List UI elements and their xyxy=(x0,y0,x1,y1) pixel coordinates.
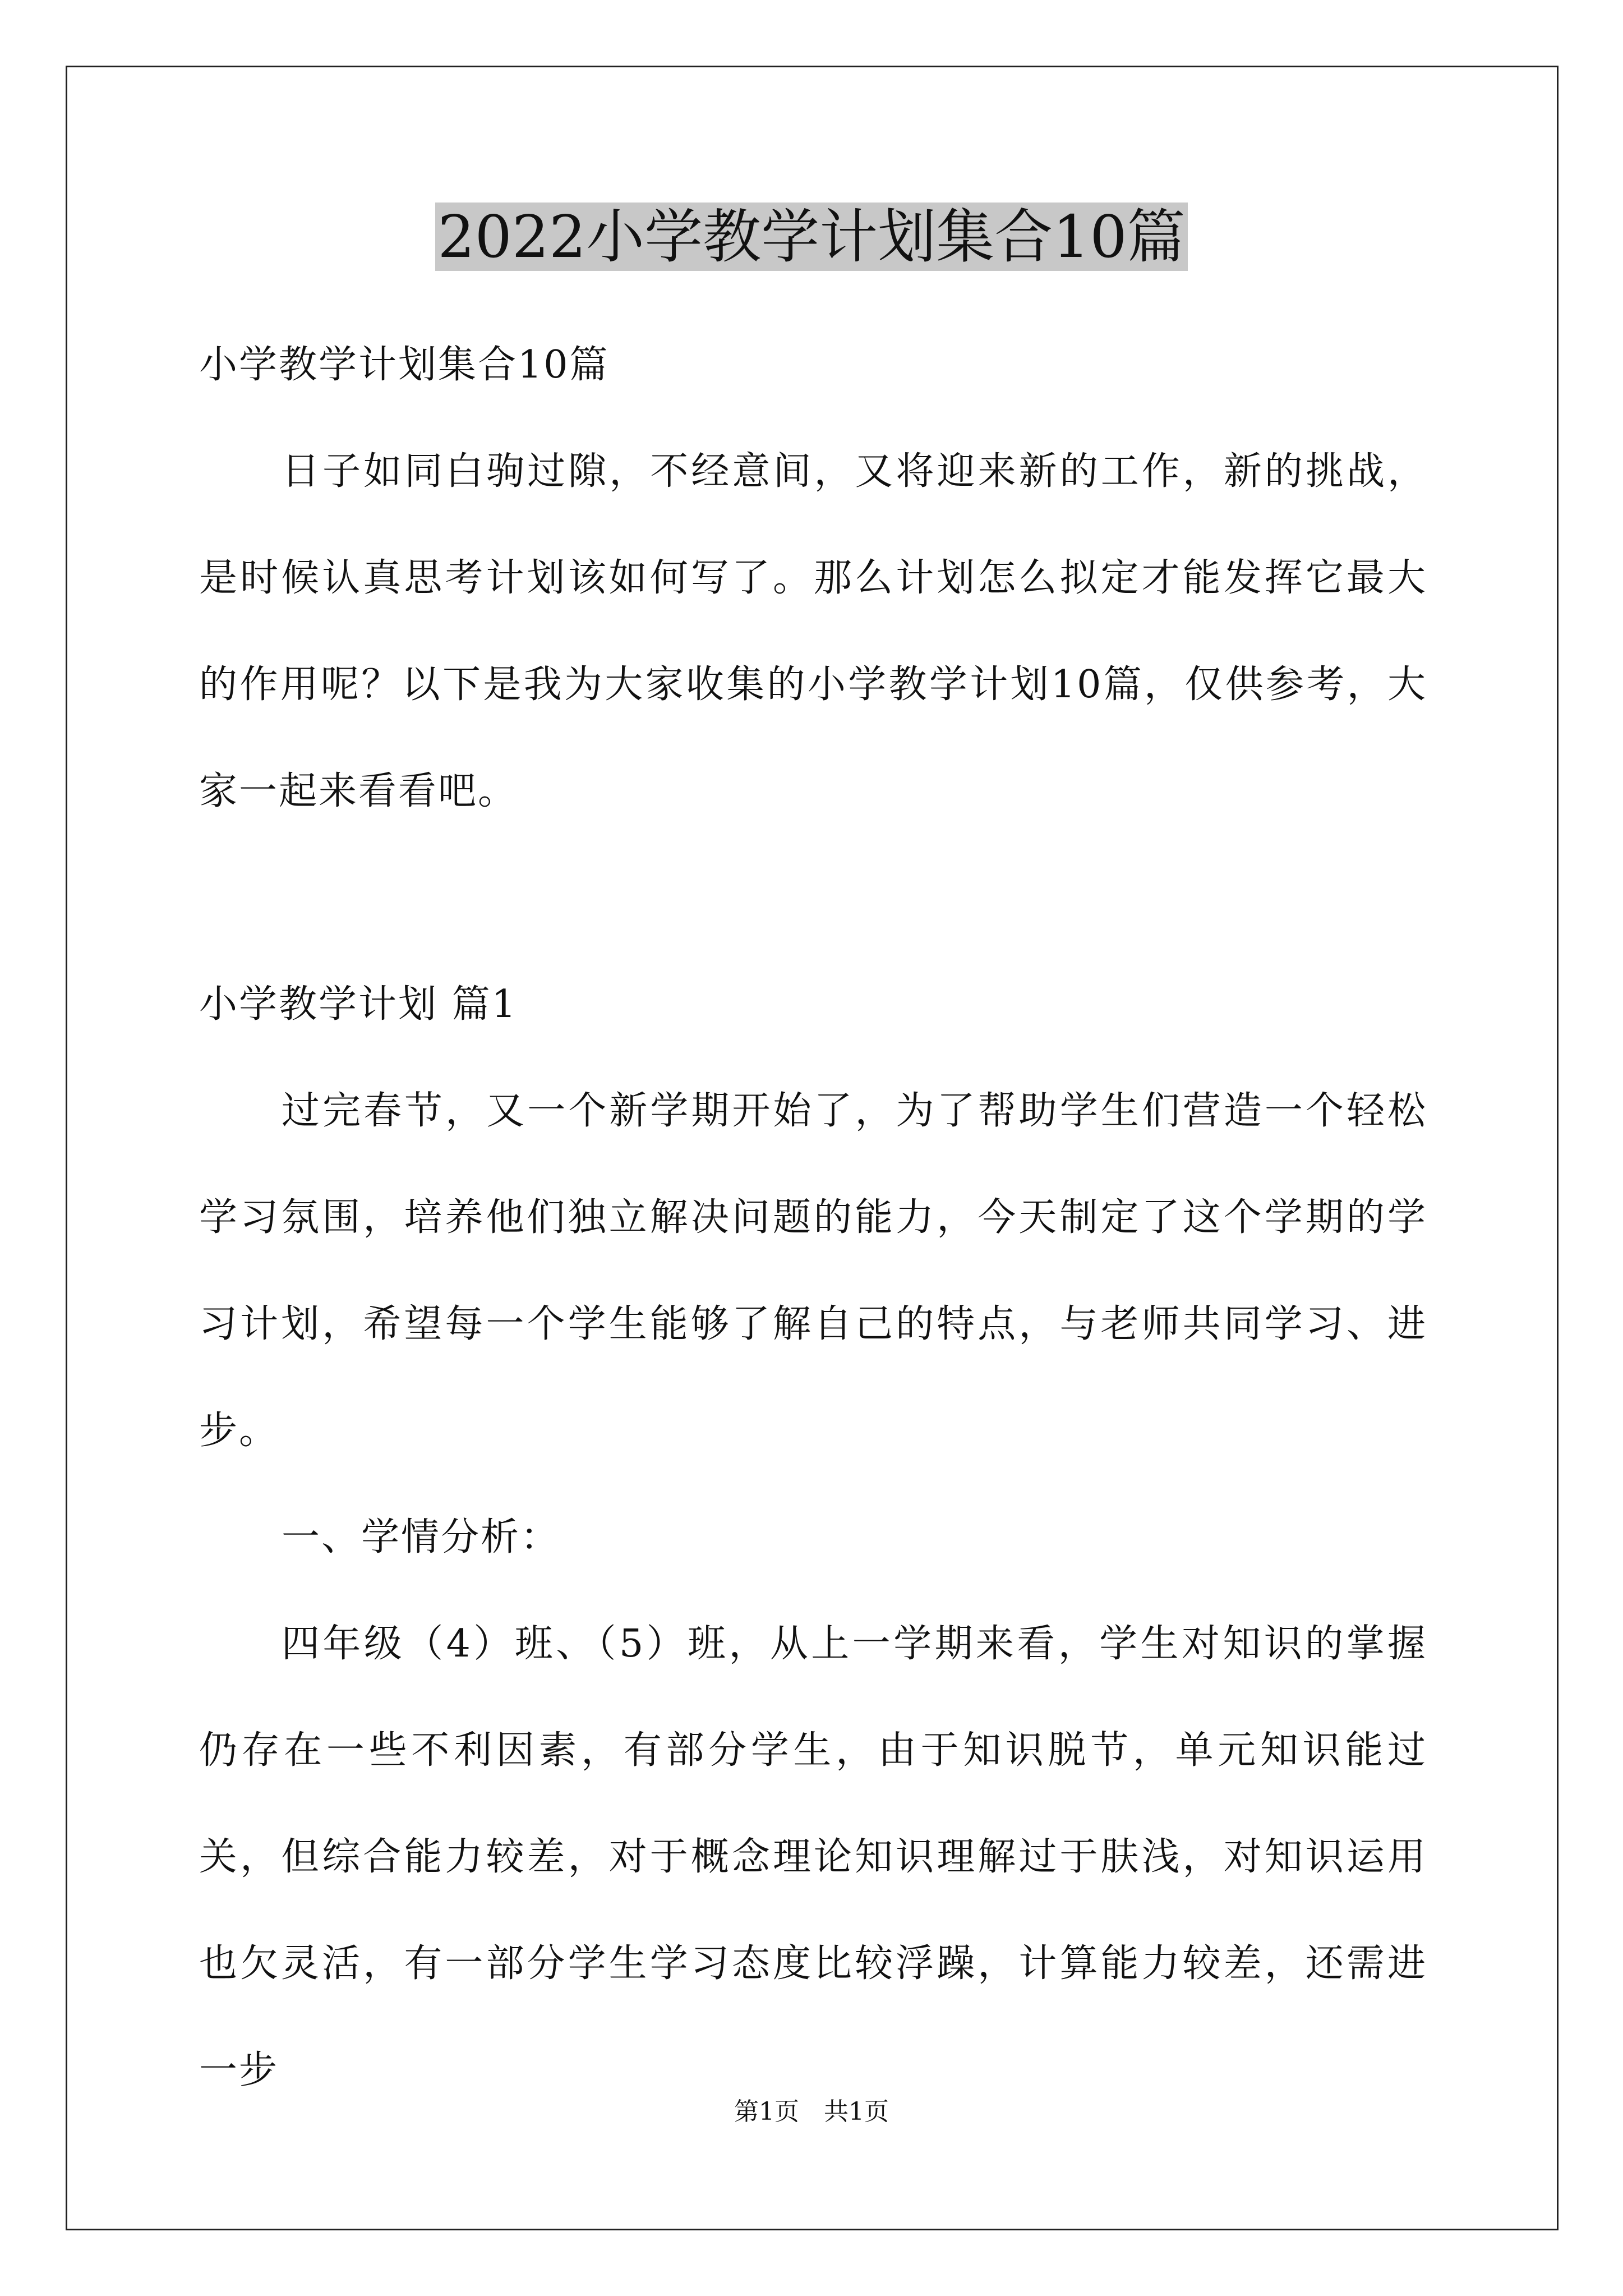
blank-line xyxy=(199,845,1427,951)
page-footer: 第1页 共1页 xyxy=(734,2097,889,2126)
document-title-text: 2022小学教学计划集合10篇 xyxy=(435,203,1187,271)
intro-paragraph: 日子如同白驹过隙，不经意间，又将迎来新的工作，新的挑战，是时候认真思考计划该如何写了。那么计划怎么拟定才能发挥它最大的作用呢？以下是我为大家收集的小学教学计划10篇，仅供参考，大家一起来看看吧。 xyxy=(199,449,1427,813)
document-title xyxy=(0,197,1623,276)
section-heading: 小学教学计划 篇1 xyxy=(199,982,518,1027)
document-body xyxy=(199,312,1427,2124)
body-paragraph: 过完春节，又一个新学期开始了，为了帮助学生们营造一个轻松学习氛围，培养他们独立解决问题的能力，今天制定了这个学期的学习计划，希望每一个学生能够了解自己的特点，与老师共同学习、进步。 xyxy=(199,1089,1427,1453)
body-paragraph: 四年级（4）班、（5）班，从上一学期来看，学生对知识的掌握仍存在一些不利因素，有部分学生，由于知识脱节，单元知识能过关，但综合能力较差，对于概念理论知识理解过于肤浅，对知识运用也欠灵活，有一部分学生学习态度比较浮躁，计算能力较差，还需进一步 xyxy=(199,1622,1427,2092)
body-paragraph: 一、学情分析： xyxy=(282,1515,561,1559)
document-subtitle: 小学教学计划集合10篇 xyxy=(199,343,610,387)
